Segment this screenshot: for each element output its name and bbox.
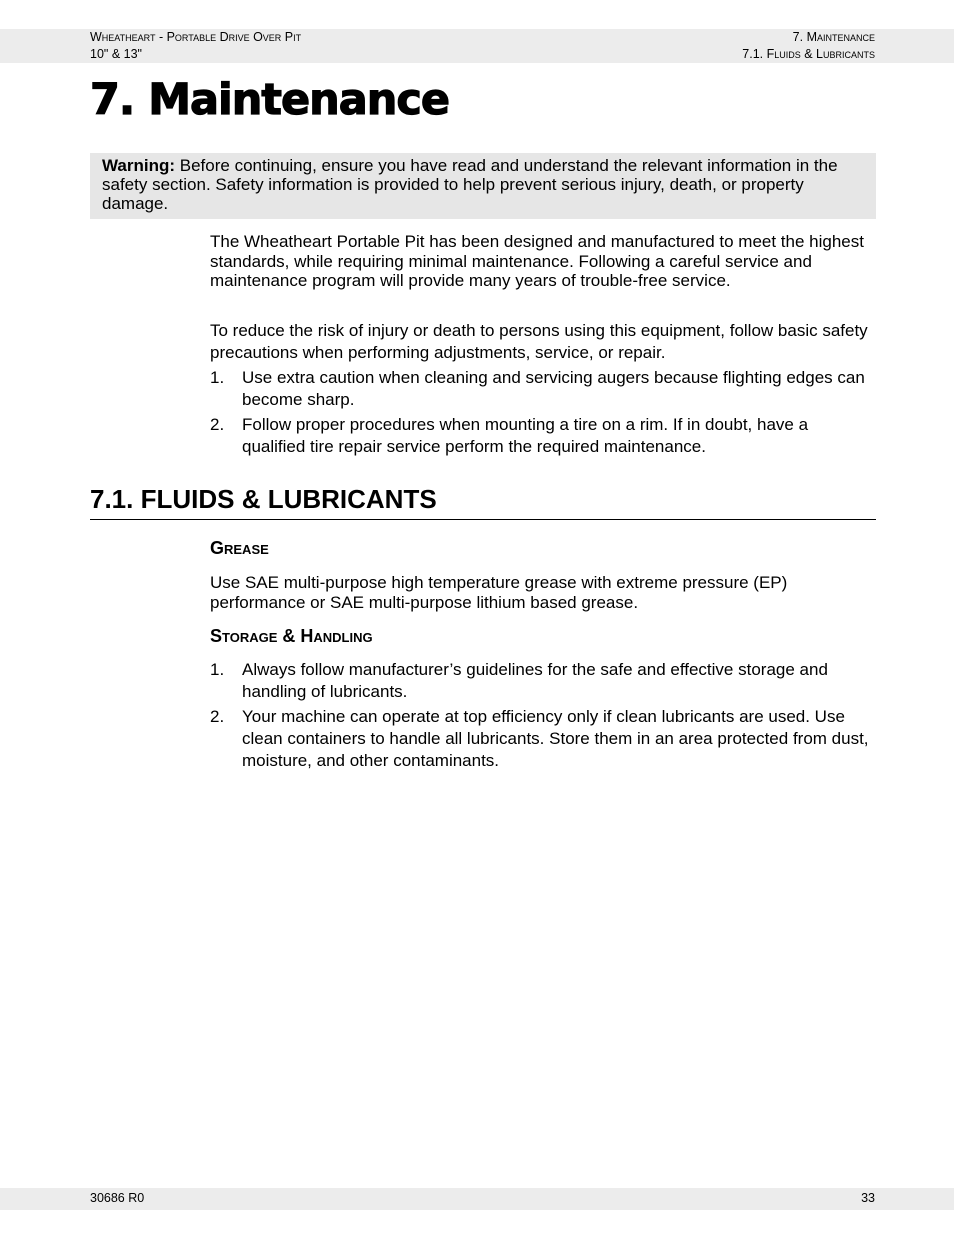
safety-paragraph: To reduce the risk of injury or death to persons using this equipment, follow basic safety precautions when performing adjustments, service, or repair. xyxy=(210,321,868,362)
running-header-right xyxy=(742,29,875,63)
document-number: 30686 R0 xyxy=(90,1191,145,1205)
warning-text: Before continuing, ensure you have read and understand the relevant information in the safety section. Safety information is provided to help prevent serious injury, death, or property damage. xyxy=(102,156,838,213)
grease-paragraph: Use SAE multi-purpose high temperature grease with extreme pressure (EP) performance or SAE multi-purpose lithium based grease. xyxy=(210,573,788,612)
header-product-sizes: 10" & 13" xyxy=(90,47,142,61)
header-product-name: Wheatheart - Portable Drive Over Pit xyxy=(90,30,302,44)
list-item-text: Follow proper procedures when mounting a tire on a rim. If in doubt, have a qualified tire repair service perform the required maintenance. xyxy=(242,415,809,456)
warning-label: Warning: xyxy=(102,156,176,175)
list-item-number: 1. xyxy=(210,368,225,387)
list-item xyxy=(210,706,876,772)
intro-paragraph: The Wheatheart Portable Pit has been designed and manufactured to meet the highest standards, while requiring minimal maintenance. Following a careful service and maintenance program will provide many years of trouble-free service. xyxy=(210,232,864,290)
list-item xyxy=(210,367,876,411)
header-chapter: 7. Maintenance xyxy=(792,30,875,44)
list-item-number: 1. xyxy=(210,660,225,679)
list-item-text: Your machine can operate at top efficiency only if clean lubricants are used. Use clean containers to handle all lubricants. Store them in an area protected from dust, moisture, and other contaminants. xyxy=(242,707,869,770)
running-header-left xyxy=(90,29,301,63)
list-item xyxy=(210,414,876,458)
page-number: 33 xyxy=(861,1191,875,1205)
storage-handling-list xyxy=(210,659,876,775)
section-title: 7.1. FLUIDS & LUBRICANTS xyxy=(90,483,876,520)
list-item-text: Use extra caution when cleaning and servicing augers because flighting edges can become sharp. xyxy=(242,368,865,409)
storage-heading: Storage & Handling xyxy=(210,626,373,646)
chapter-title: 7. Maintenance xyxy=(90,75,449,125)
header-section: 7.1. Fluids & Lubricants xyxy=(742,47,875,61)
safety-precautions-list xyxy=(210,367,876,461)
list-item-number: 2. xyxy=(210,415,225,434)
list-item-text: Always follow manufacturer’s guidelines for the safe and effective storage and handling of lubricants. xyxy=(242,660,828,701)
warning-box xyxy=(90,153,876,219)
list-item xyxy=(210,659,876,703)
list-item-number: 2. xyxy=(210,707,225,726)
grease-heading: Grease xyxy=(210,538,269,558)
